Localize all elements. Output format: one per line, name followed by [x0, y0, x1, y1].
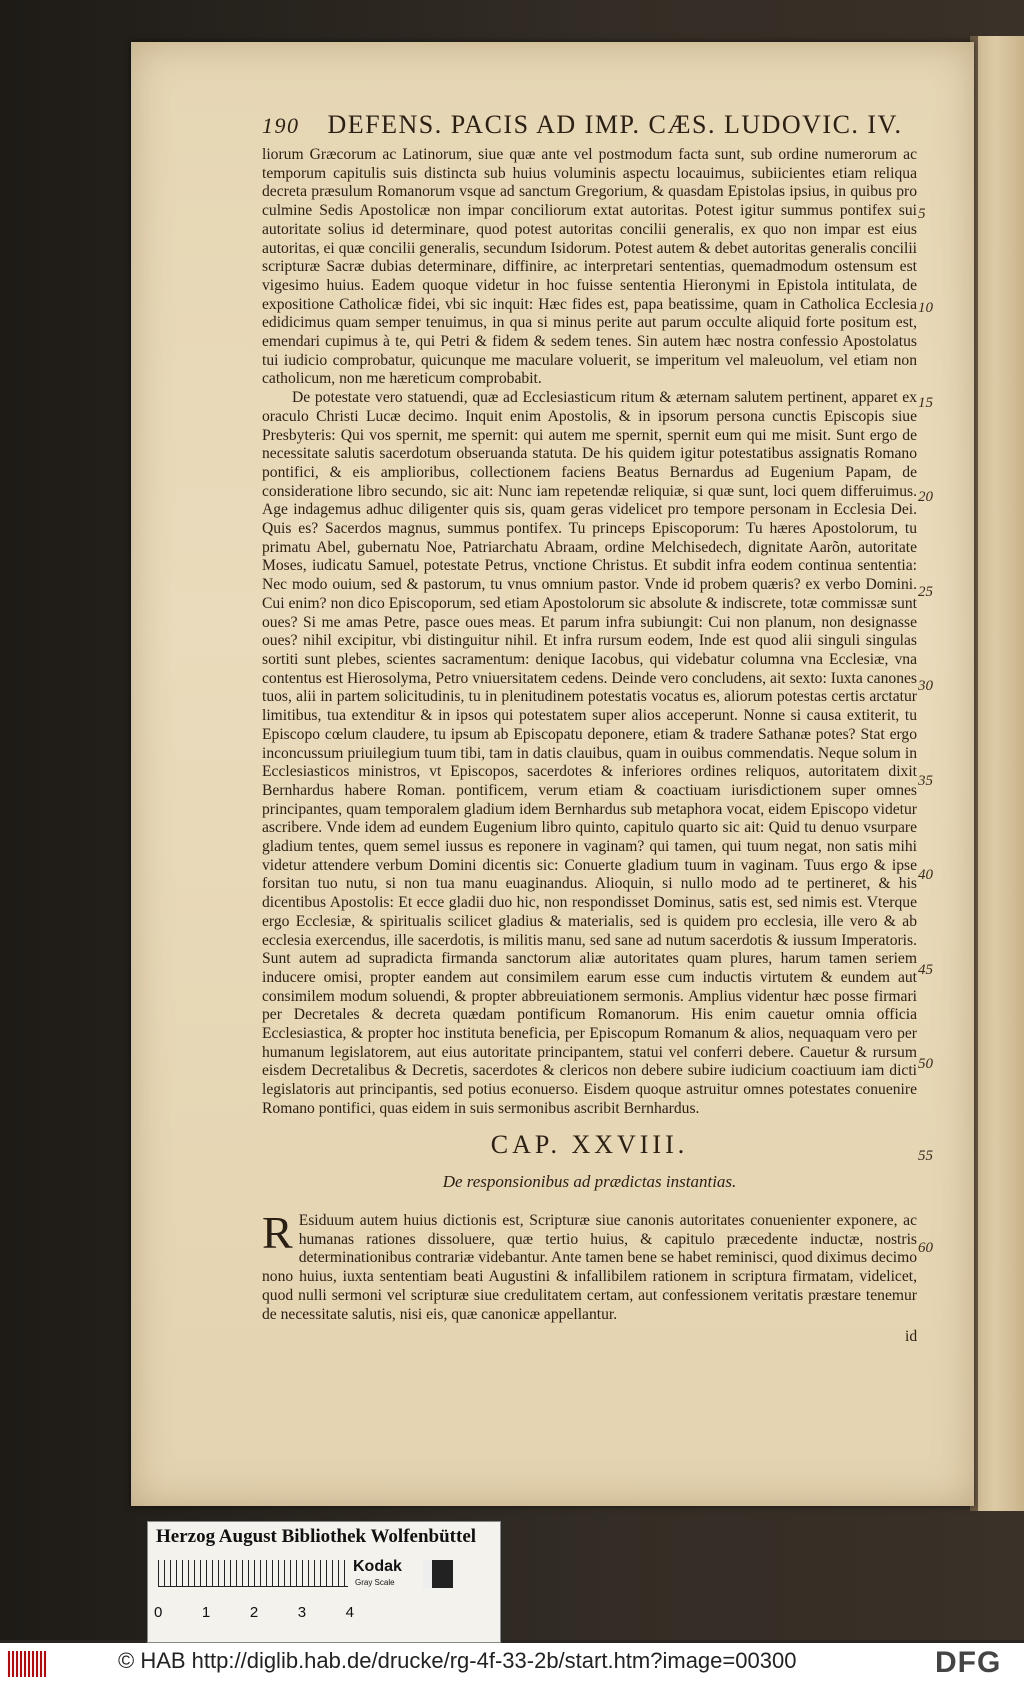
- paragraph-2: De potestate vero statuendi, quæ ad Ecclesiasticum ritum & æternam salutem pertinent, apparet ex oraculo Christi Lucæ decimo. Inquit enim Apostolis, & in ipsorum persona cunctis Episcopis siue Presbyteris: Qui vos spernit, me spernit: qui autem me spernit, spernit eum qui me misit. Sunt ergo de necessitate salutis sacerdotum obseruanda statuta. De his quidem igitur potestatibus assignatis Romano pontifici, & eis amplioribus, collectionem faciens Beatus Bernardus ad Eugenium Papam, de consideratione libro secundo, sic ait: Nunc iam repetendæ reliquiæ, si quæ sunt, loci quem differuimus. Age indagemus adhuc diligenter quis sis, quam geras videlicet pro tempore personam in Ecclesia Dei. Quis es? Sacerdos magnus, summus pontifex. Tu princeps Episcoporum: Tu hæres Apostolorum, tu primatu Abel, gubernatu Noe, Patriarchatu Abraam, ordine Melchisedech, dignitate Aarõn, autoritate Moses, iudicatu Samuel, potestate Petrus, vnctione Christus. Et subdit infra eodem continua sententia: Nec modo ouium, sed & pastorum, tu vnus omnium pastor. Vnde id probem quæris? ex verbo Domini. Cui enim? non dico Episcoporum, sed etiam Apostolorum sic absolute & indiscrete, totæ commissæ sunt oues? Si me amas Petre, pasce oues meas. Et parum infra subiungit: Cui non planum, non designasse oues? nihil excipitur, vbi distinguitur nihil. Et infra rursum eodem, Inde est quod alii singuli singulas sortiti sunt plebes, scientes sacramentum: denique Iacobus, qui videbatur columna vna Ecclesiæ, vna contentus est Hierosolyma, Petro vniuersitatem cedens. Deinde vero concludens, ait sexto: Iuxta canones tuos, alii in partem solicitudinis, tu in plenitudinem potestatis vocatus es, aliorum potestas certis arctatur limitibus, tua extenditur & in ipsos qui potestatem super alios acceperunt. Nonne si causa extiterit, tu Episcopo cœlum claudere, tu ipsum ab Episcopatu deponere, etiam & tradere Sathanæ potes? Stat ergo inconcussum priuilegium tuum tibi, tam in datis clauibus, quam in ouibus commendatis. Neque solum in Ecclesiasticos ministros, vt Episcopos, sacerdotes & inferiores ordines reliquos, autoritatem dixit Bernhardus habere Roman. pontificem, verum etiam & coactiuam iurisdictionem super omnes principantes, quam temporalem gladium idem Bernhardus sub metaphora vocat, eidem Episcopo videtur ascribere. Vnde idem ad eundem Eugenium libro quinto, capitulo quarto sic ait: Quid tu denuo vsurpare gladium tentes, quem semel iussus es reponere in vaginam? qui tamen, qui tuum negat, non satis mihi videtur attendere verbum Domini dicentis sic: Conuerte gladium tuum in vaginam. Tuus ergo & ipse forsitan tuo nutu, si non tua manu euaginandus. Alioquin, si nullo modo ad te pertineret, & his dicentibus Apostolis: Et ecce gladii duo hic, non respondisset Dominus, satis est, sed nimis est. Vterque ergo Ecclesiæ, & spiritualis scilicet gladius & materialis, sed is quidem pro ecclesia, ille vero & ab ecclesia exercendus, ille sacerdotis, is militis manu, sed sane ad nutum sacerdotis & iussum Imperatoris. Sunt autem ad supradicta firmanda sanctorum aliæ autoritates quam plures, harum tamen seriem inducere omisi, propter eandem aut consimilem earum esse cum inductis virtutem & eundem aut consimilem modum soluendi, & propter abbreuiationem sermonis. Amplius videntur hæc posse firmari per Decretales & decreta quædam pontificum Romanorum. His enim cauetur omnia officia Ecclesiastica, & propter hoc instituta beneficia, per Episcopum Romanum & alios, nequaquam vero per humanum legislatorem, aut eius autoritate principantem, statui vel conferri debere. Cauetur & rursum eisdem Decretalibus & Decretis, sacerdotes & clericos non debere subire iudicium coactiuum iam dicti legislatoris aut principantis, sed potius econuerso. Eisdem quoque astruitur omnes potestates conuenire Romano pontifici, quas eidem in suis sermonibus ascribit Bernhardus.: [262, 389, 917, 1117]
- line-number: 60: [918, 1240, 933, 1256]
- running-title: DEFENS. PACIS AD IMP. CÆS. LUDOVIC. IV.: [327, 110, 903, 139]
- page-number: 190: [262, 113, 300, 138]
- footer-credit-link[interactable]: © HAB http://diglib.hab.de/drucke/rg-4f-33-2b/start.htm?image=00300: [118, 1648, 797, 1673]
- ruler-numbers: [154, 1604, 354, 1621]
- body-text: [262, 146, 917, 1119]
- gray-scale-label: Gray Scale: [355, 1578, 395, 1587]
- line-number: 30: [918, 678, 933, 694]
- line-number: 55: [918, 1148, 933, 1164]
- paragraph-1: liorum Græcorum ac Latinorum, siue quæ ante vel postmodum facta sunt, sub ordine numerorum ac temporum capitulis suis distincta sub huius voluminis aspectu locauimus, subiicientes etiam reliqua decreta præsulum Romanorum vsque ad sanctum Gregorium, & quasdam Epistolas ipsius, in quibus pro culmine Sedis Apostolicæ non impar conciliorum extat autoritas. Potest igitur summus pontifex sui autoritate solius id determinare, quod potest autoritas concilii generalis, ex quo non impar est eius autoritas, ei quæ concilii generalis, secundum Isidorum. Potest autem & debet autoritas generalis concilii scripturæ Sacræ dubias determinare, diffinire, ac interpretari sententias, quemadmodum ostensum est vigesimo huius. Eadem quoque videtur in hoc fuisse sententia Hieronymi in Epistola intitulata, de expositione Catholicæ fidei, vbi sic inquit: Hæc fides est, papa beatissime, quam in Catholica Ecclesia edidicimus quam semper tenuimus, in qua si minus perite aut parum occulte aliquid forte positum est, emendari cupimus à te, qui Petri & fidem & sedem tenes. Sin autem hæc nostra confessio Apostolatus tui iudicio comprobatur, quicunque me maculare voluerit, se imperitum vel maleuolum, vel etiam non catholicum, non me hæreticum comprobabit.: [262, 146, 917, 388]
- running-header: [262, 110, 922, 140]
- library-name: Herzog August Bibliothek Wolfenbüttel: [156, 1526, 477, 1547]
- chapter-paragraph: Esiduum autem huius dictionis est, Scripturæ siue canonis autoritates conuenienter exponere, ac humanas rationes dissoluere, quæ tertio huius, & capitulo præcedente inductæ, nostris determinationibus contrariæ videbantur. Ante tamen bene se habet reminisci, quod diximus decimo nono huius, iuxta sententiam beati Augustini & infallibilem rationem in scriptura firmatam, videlicet, quod nulli sermoni vel scripturæ siue credulitatem certam, aut confessionem veritatis præstare tenemur de necessitate salutis, nisi eis, quæ canonicæ appellantur.: [262, 1212, 917, 1323]
- ruler-number: 4: [345, 1604, 354, 1621]
- line-number: 35: [918, 773, 933, 789]
- gray-swatch: [423, 1560, 453, 1588]
- dfg-logo: DFG: [935, 1646, 1002, 1679]
- ruler-scale: [158, 1560, 348, 1587]
- ruler-number: 1: [201, 1604, 211, 1621]
- line-number: 10: [918, 300, 933, 316]
- line-number: 40: [918, 867, 933, 883]
- footer-bar: [0, 1643, 1024, 1683]
- ruler-number: 2: [249, 1604, 259, 1621]
- line-number: 45: [918, 962, 933, 978]
- line-number: 5: [918, 206, 926, 222]
- ruler-number: 3: [297, 1604, 307, 1621]
- line-number: 25: [918, 584, 933, 600]
- facing-page-edge: [976, 36, 1024, 1511]
- line-number: 20: [918, 489, 933, 505]
- kodak-logo: Kodak: [353, 1558, 402, 1575]
- drop-capital: R: [262, 1207, 293, 1258]
- chapter-title: CAP. XXVIII.: [490, 1130, 689, 1159]
- barcode-icon: [8, 1651, 46, 1677]
- chapter-subtitle: De responsionibus ad prædictas instantias.: [442, 1172, 737, 1191]
- line-number: 15: [918, 395, 933, 411]
- ruler-number: 0: [154, 1604, 163, 1621]
- library-color-card: [147, 1521, 501, 1643]
- line-number: 50: [918, 1056, 933, 1072]
- chapter-text: [262, 1207, 917, 1324]
- catchword: id: [905, 1328, 918, 1345]
